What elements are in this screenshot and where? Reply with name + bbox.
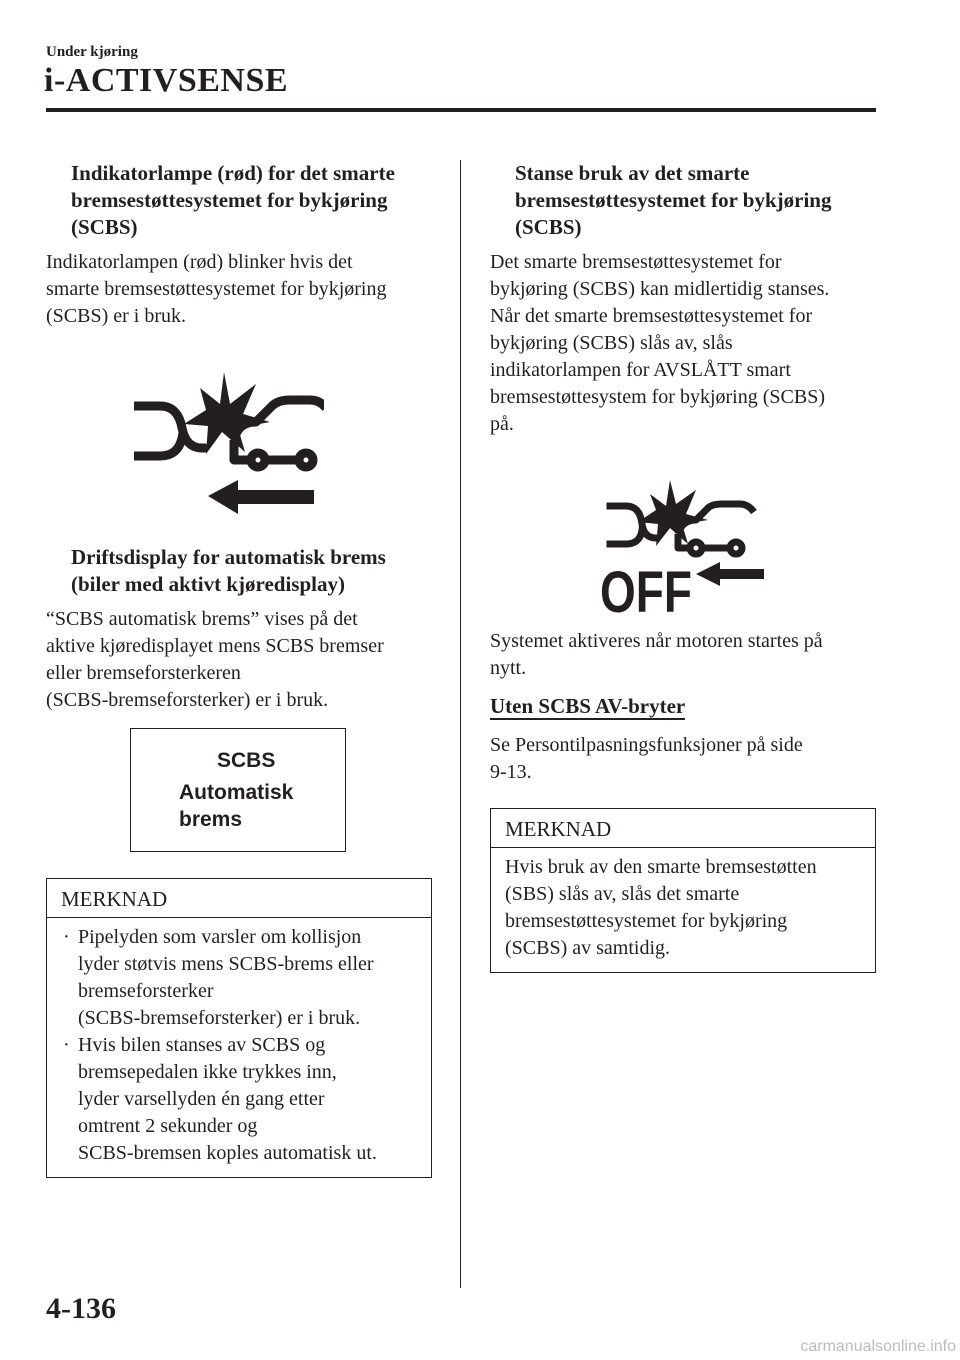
note-label: MERKNAD [47, 879, 431, 918]
note-box-right [490, 808, 876, 973]
text-line: SCBS-bremsen koples automatisk ut. [78, 1142, 377, 1164]
text-line: Hvis bilen stanses av SCBS og [78, 1034, 326, 1056]
text-line: bremsestøttesystem for bykjøring (SCBS) [490, 386, 825, 408]
heading-indicator-lamp [46, 160, 432, 241]
text-line: Indikatorlampen (rød) blinker hvis det [46, 251, 353, 273]
subheading-without-switch: Uten SCBS AV-bryter [490, 694, 686, 718]
text-line: Systemet aktiveres når motoren startes på [490, 630, 823, 652]
text-line: bremsestøttesystemet for bykjøring [505, 910, 788, 932]
car-icon [234, 400, 324, 467]
text-line: smarte bremsestøttesystemet for bykjøring [46, 278, 387, 300]
display-line: Automatisk [179, 781, 294, 804]
text-line: omtrent 2 sekunder og [78, 1115, 258, 1137]
note-bullet [61, 924, 421, 1032]
brake-wave-icon [610, 506, 656, 544]
text-line: (SCBS-bremseforsterker) er i bruk. [46, 689, 329, 711]
column-divider [460, 160, 461, 1288]
off-icon-text: OFF [600, 560, 692, 618]
text-line: Se Persontilpasningsfunksjoner på side [490, 734, 803, 756]
display-line: brems [179, 808, 243, 831]
bullet-mark: · [63, 1034, 70, 1056]
text-line: (SBS) slås av, slås det smarte [505, 883, 740, 905]
note-text [505, 854, 865, 962]
paragraph-display [46, 606, 432, 714]
paragraph-reference [490, 732, 876, 786]
text-line: bremsepedalen ikke trykkes inn, [78, 1061, 337, 1083]
text-line: (SCBS) av samtidig. [505, 937, 671, 959]
heading-line: (biler med aktivt kjøredisplay) [71, 572, 345, 596]
heading-line: bremsestøttesystemet for bykjøring [71, 188, 388, 212]
display-scbs-text: SCBS [217, 749, 276, 772]
text-line: på. [490, 413, 514, 435]
car-icon [678, 504, 754, 554]
bullet-mark: · [63, 926, 70, 948]
heading-line: Driftsdisplay for automatisk brems [71, 545, 386, 569]
text-line: bremseforsterker [78, 980, 214, 1002]
text-line: indikatorlampen for AVSLÅTT smart [490, 359, 791, 381]
note-box-left [46, 878, 432, 1178]
heading-line: Indikatorlampe (rød) for det smarte [71, 161, 395, 185]
text-line: 9-13. [490, 761, 532, 783]
active-driving-display-box [130, 728, 346, 852]
text-line: eller bremseforsterkeren [46, 662, 241, 684]
brake-wave-icon [138, 406, 202, 456]
heading-stop-scbs [490, 160, 876, 241]
note-body [491, 848, 875, 972]
heading-operation-display [46, 544, 432, 598]
scbs-off-indicator-icon [596, 478, 766, 618]
heading-line: bremsestøttesystemet for bykjøring [515, 188, 832, 212]
section-label: Under kjøring [46, 44, 138, 60]
scbs-warning-icon [134, 368, 324, 518]
text-line: (SCBS) er i bruk. [46, 305, 186, 327]
text-line: lyder støtvis mens SCBS-brems eller [78, 953, 374, 975]
note-bullet [61, 1032, 421, 1167]
right-column [490, 160, 876, 973]
subheading-wrap [490, 694, 876, 720]
left-column [46, 160, 432, 1178]
text-line: bykjøring (SCBS) slås av, slås [490, 332, 733, 354]
heading-line: Stanse bruk av det smarte [515, 161, 750, 185]
heading-line: (SCBS) [515, 215, 582, 239]
page-title: i-ACTIVSENSE [44, 62, 289, 99]
text-line: Hvis bruk av den smarte bremsestøtten [505, 856, 817, 878]
page-number: 4-136 [46, 1292, 116, 1325]
text-line: Det smarte bremsestøttesystemet for [490, 251, 782, 273]
text-line: lyder varsellyden én gang etter [78, 1088, 325, 1110]
arrow-left-icon [696, 562, 764, 586]
collision-star-icon [184, 372, 270, 454]
text-line: (SCBS-bremseforsterker) er i bruk. [78, 1007, 361, 1029]
watermark: carmanualsonline.info [800, 1338, 956, 1355]
text-line: Når det smarte bremsestøttesystemet for [490, 305, 813, 327]
note-label: MERKNAD [491, 809, 875, 848]
text-line: bykjøring (SCBS) kan midlertidig stanses. [490, 278, 830, 300]
paragraph-indicator [46, 249, 432, 330]
paragraph-restart [490, 628, 876, 682]
text-line: aktive kjøredisplayet mens SCBS bremser [46, 635, 384, 657]
note-body [47, 918, 431, 1177]
header-rule [46, 108, 876, 112]
text-line: “SCBS automatisk brems” vises på det [46, 608, 358, 630]
text-line: Pipelyden som varsler om kollisjon [78, 926, 362, 948]
heading-line: (SCBS) [71, 215, 138, 239]
text-line: nytt. [490, 657, 527, 679]
paragraph-stop [490, 249, 876, 438]
display-brake-text [179, 779, 293, 833]
arrow-left-icon [208, 480, 314, 514]
